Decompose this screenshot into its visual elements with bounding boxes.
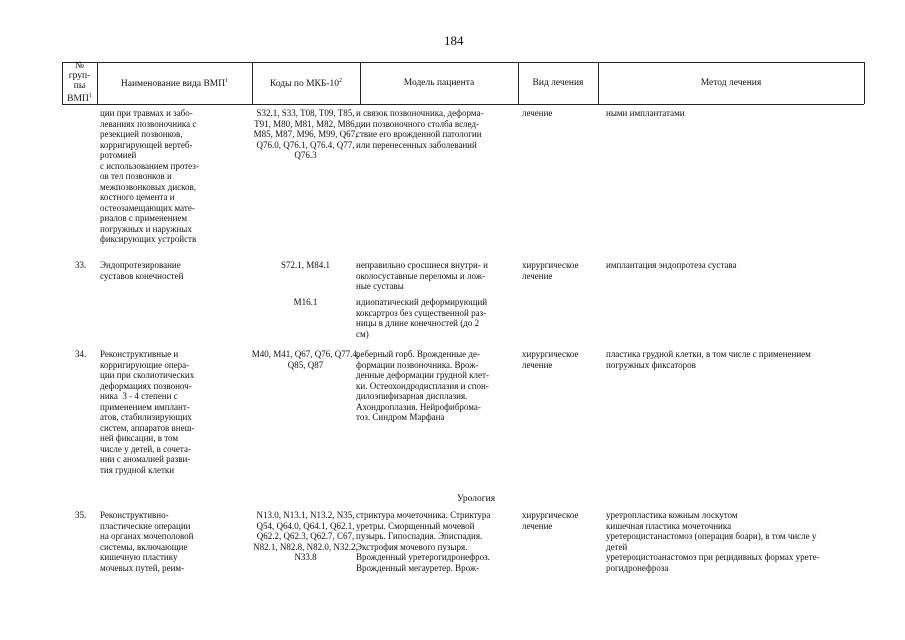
- header-group-line: №: [74, 61, 85, 72]
- table-cell-mkb-codes: M16.1: [293, 297, 318, 307]
- header-treatment-type-text: Вид лечения: [532, 78, 584, 88]
- col-divider: [864, 62, 865, 104]
- header-patient-model: [360, 62, 518, 104]
- table-cell-vmp-name: Реконструктивные и корригирующие опера- ции при сколиотических деформациях позвоноч- ника 3 - 4 степени с применением имплант- атов, стабилизирующих систем, аппаратов внеш- ней фиксации, в том числе у детей, в сочета- нии с аномалией разви- тия грудной клетки: [100, 349, 195, 475]
- table-cell-mkb-codes: S32.1, S33, T08, T09, T85, T91, M80, M81, M82, M86, M85, M87, M96, M99, Q67, Q76.0, Q76.1, Q76.4, Q77, Q76.3: [253, 108, 358, 160]
- header-footnote-marker: 2: [339, 78, 343, 85]
- table-cell-patient-model: стриктура мочеточника. Стриктура уретры. Сморщенный мочевой пузырь. Гипоспадия. Эписпадия. Экстрофия мочевого пузыря. Врожденный уретерогидронефроз. Врожденный мегауретер. Врож-: [356, 510, 491, 573]
- table-cell-vmp-name: ции при травмах и забо- леваниях позвоночника с резекцией позвонков, корригирующей вертеб- ротомией с использованием протез- ов тел позвонков и межпозвонковых дисков, костного цемента и остеозамещающих мате- риалов с применением погружных и наружных фиксирующих устройств: [100, 108, 199, 244]
- table-cell-mkb-codes: N13.0, N13.1, N13.2, N35, Q54, Q64.0, Q64.1, Q62.1, Q62.2, Q62.3, Q62.7, C67, N82.1, N82.8, N82.0, N32.2, N33.8: [253, 510, 358, 562]
- table-cell-mkb-codes: M40, M41, Q67, Q76, Q77.4, Q85, Q87: [251, 349, 360, 370]
- table-cell-patient-model: идиопатический деформирующий коксартроз без существенной раз- ницы в длине конечностей (до 2 см): [356, 297, 488, 339]
- header-treatment-method-text: Метод лечения: [700, 78, 762, 88]
- header-group-line: ВМП: [67, 94, 89, 105]
- table-cell-patient-model: и связок позвоночника, деформа- ции позвоночного столба вслед- ствие его врожденной патологии или перенесенных заболеваний: [356, 108, 484, 150]
- table-cell-patient-model: реберный горб. Врожденные де- формации позвоночника. Врож- денные деформации грудной клет- ки. Остеохондродисплазия и спон- дилоэпифизарная дисплазия. Ахондроплазия. Нейрофиброма- тоз. Синдром Марфана: [356, 349, 489, 422]
- table-cell-treatment-method: ными имплантатами: [606, 108, 685, 118]
- table-cell-treatment-method: имплантация эндопротеза сустава: [606, 260, 737, 270]
- page-number: 184: [444, 33, 464, 48]
- header-mkb-codes-text: Коды по МКБ-10: [269, 79, 340, 90]
- table-cell-patient-model: неправильно сросшиеся внутри- и околосуставные переломы и лож- ные суставы: [356, 260, 488, 291]
- header-footnote-marker: 1: [88, 93, 92, 100]
- header-patient-model-text: Модель пациента: [403, 78, 475, 88]
- header-group-number: [62, 62, 97, 104]
- header-treatment-method: [598, 62, 864, 104]
- table-cell-treatment-type: хирургическое лечение: [522, 349, 579, 370]
- header-treatment-type: [518, 62, 598, 104]
- section-heading-urology: Урология: [457, 494, 496, 504]
- table-cell-group-number: 34.: [75, 349, 87, 359]
- header-group-line: груп-: [68, 71, 91, 82]
- table-cell-mkb-codes: S72.1, M84.1: [280, 260, 330, 270]
- header-group-line: пы: [73, 81, 86, 92]
- table-cell-group-number: 35.: [75, 510, 87, 520]
- table-cell-vmp-name: Реконструктивно- пластические операции на органах мочеполовой системы, включающие кишечную пластику мочевых путей, реим-: [100, 510, 194, 573]
- table-cell-treatment-method: уретропластика кожным лоскутом кишечная пластика мочеточника уретероцистанастомоз (операция боари), в том числе у детей уретероцистоанастомоз при рецидивных формах урете- рогидронефроза: [606, 510, 820, 573]
- table-header-border: [62, 104, 864, 105]
- header-mkb-codes: [252, 62, 360, 104]
- table-cell-treatment-type: хирургическое лечение: [522, 510, 579, 531]
- header-vmp-name-text: Наименование вида ВМП: [120, 79, 226, 90]
- table-cell-vmp-name: Эндопротезирование суставов конечностей: [100, 260, 184, 281]
- table-cell-group-number: 33.: [75, 260, 87, 270]
- header-footnote-marker: 1: [225, 78, 229, 85]
- table-cell-treatment-method: пластика грудной клетки, в том числе с применением погружных фиксаторов: [606, 349, 811, 370]
- table-cell-treatment-type: лечение: [522, 108, 553, 118]
- table-cell-treatment-type: хирургическое лечение: [522, 260, 579, 281]
- header-vmp-name: [97, 62, 252, 104]
